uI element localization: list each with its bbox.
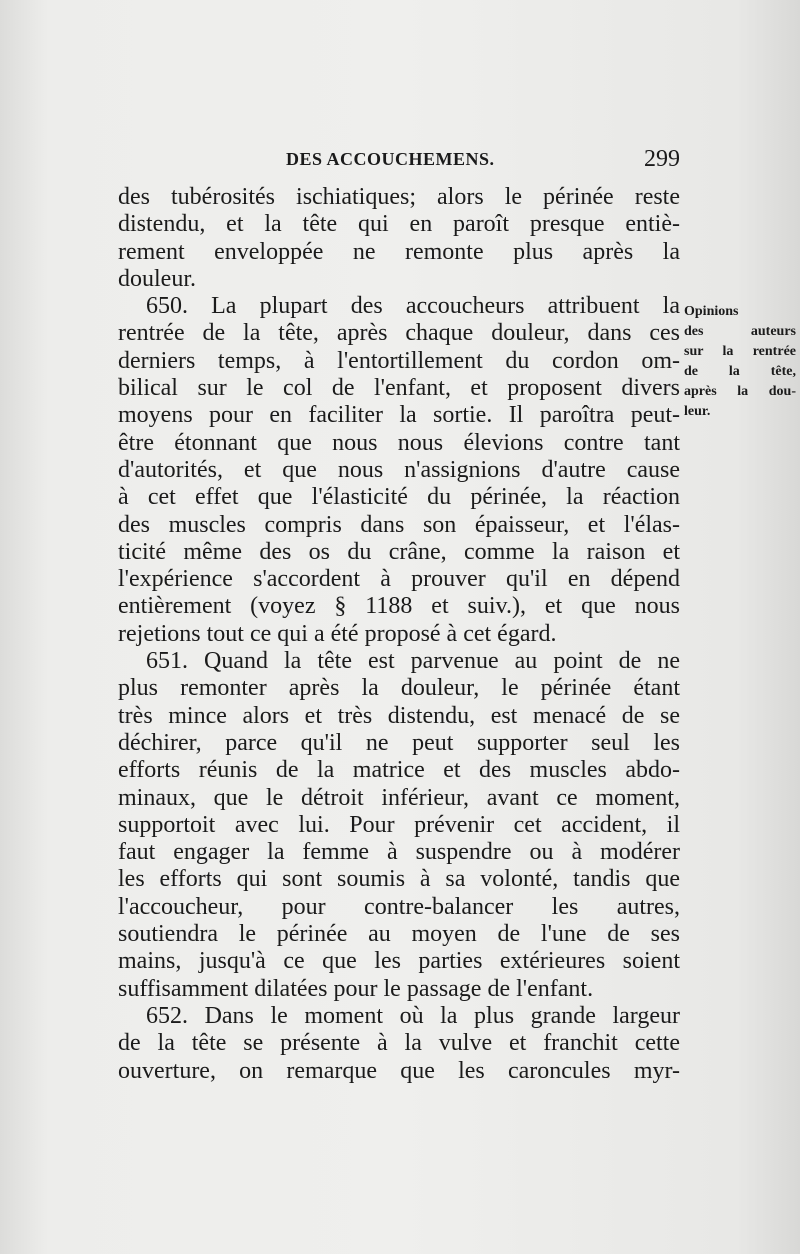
margin-note-line: de la tête,	[684, 364, 796, 379]
text-line: très mince alors et très distendu, est menacé de se	[118, 702, 680, 729]
text-line: ticité même des os du crâne, comme la raison et	[118, 538, 680, 565]
running-title: DES ACCOUCHEMENS.	[286, 149, 495, 169]
text-line: l'accoucheur, pour contre-balancer les autres,	[118, 893, 680, 920]
text-line: des tubérosités ischiatiques; alors le périnée reste	[118, 184, 680, 210]
text-line: douleur.	[118, 265, 196, 292]
text-line: l'expérience s'accordent à prouver qu'il en dépend	[118, 566, 680, 593]
text-line: plus remonter après la douleur, le périnée étant	[118, 675, 680, 702]
margin-note-line: leur.	[684, 404, 711, 419]
text-line: distendu, et la tête qui en paroît presque entiè-	[118, 211, 680, 238]
text-line: d'autorités, et que nous n'assignions d'autre cause	[118, 456, 680, 483]
page-header	[118, 146, 680, 180]
text-line: les efforts qui sont soumis à sa volonté, tandis que	[118, 866, 680, 893]
margin-note-line: des auteurs	[684, 324, 796, 339]
paragraph-650-start: 650. La plupart des accoucheurs attribuent la	[146, 293, 680, 320]
text-line: rejetions tout ce qui a été proposé à cet égard.	[118, 620, 557, 647]
text-line: soutiendra le périnée au moyen de l'une de ses	[118, 921, 680, 948]
margin-note-line: après la dou-	[684, 384, 796, 399]
text-line: bilical sur le col de l'enfant, et proposent divers	[118, 375, 680, 402]
margin-note	[684, 302, 796, 422]
text-line: faut engager la femme à suspendre ou à modérer	[118, 839, 680, 866]
margin-note-line: sur la rentrée	[684, 344, 796, 359]
text-line: ouverture, on remarque que les caroncules myr-	[118, 1057, 680, 1084]
text-line: suffisamment dilatées pour le passage de l'enfant.	[118, 975, 594, 1002]
text-line: mains, jusqu'à ce que les parties extérieures soient	[118, 948, 680, 975]
text-line: minaux, que le détroit inférieur, avant ce moment,	[118, 784, 680, 811]
text-line: derniers temps, à l'entortillement du cordon om-	[118, 347, 680, 374]
text-line: de la tête se présente à la vulve et franchit cette	[118, 1030, 680, 1057]
text-line: rement enveloppée ne remonte plus après la	[118, 238, 680, 265]
text-line: rentrée de la tête, après chaque douleur, dans ces	[118, 320, 680, 347]
text-line: à cet effet que l'élasticité du périnée, la réaction	[118, 484, 680, 511]
text-line: supportoit avec lui. Pour prévenir cet accident, il	[118, 811, 680, 838]
body-text	[118, 184, 680, 1085]
paragraph-651-start: 651. Quand la tête est parvenue au point de ne	[146, 648, 680, 675]
text-line: des muscles compris dans son épaisseur, et l'élas-	[118, 511, 680, 538]
text-line: déchirer, parce qu'il ne peut supporter seul les	[118, 729, 680, 756]
paragraph-652-start: 652. Dans le moment où la plus grande largeur	[146, 1002, 680, 1029]
page-number: 299	[644, 146, 680, 172]
text-line: entièrement (voyez § 1188 et suiv.), et que nous	[118, 593, 680, 620]
text-line: être étonnant que nous nous élevions contre tant	[118, 429, 680, 456]
margin-note-line: Opinions	[684, 304, 739, 319]
text-line: moyens pour en faciliter la sortie. Il paroîtra peut-	[118, 402, 680, 429]
text-line: efforts réunis de la matrice et des muscles abdo-	[118, 757, 680, 784]
